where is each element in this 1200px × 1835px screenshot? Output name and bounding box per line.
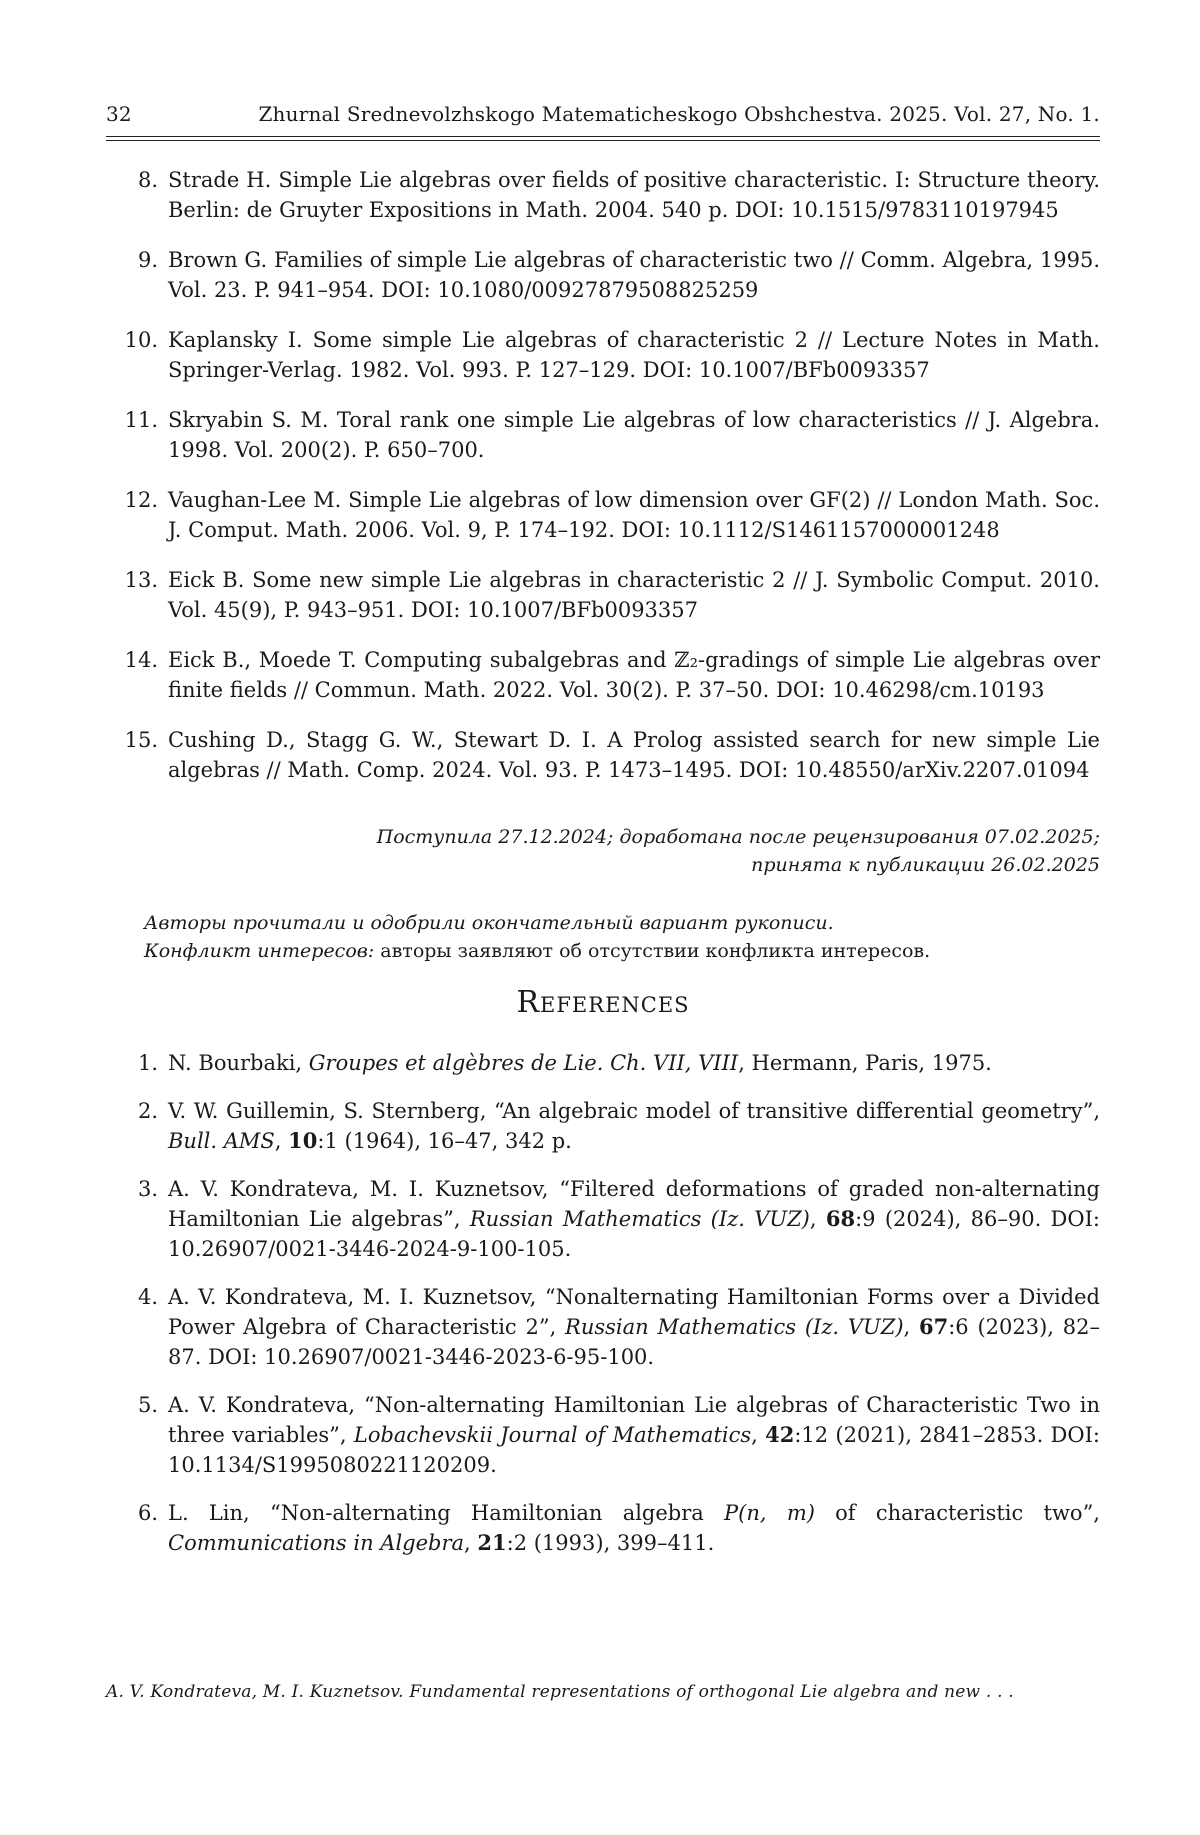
list-item xyxy=(106,1282,1100,1372)
ref-text: Cushing D., Stagg G. W., Stewart D. I. A Prolog assisted search for new simple Lie algebras // Math. Comp. 2024. Vol. 93. P. 1473–1495. DOI: 10.48550/arXiv.2207.01094 xyxy=(168,728,1100,782)
ref-number: 8. xyxy=(137,168,158,192)
ref-details: :12 (2021), 2841–2853. DOI: 10.1134/S1995080221120209. xyxy=(168,1423,1100,1477)
ref-separator: , xyxy=(464,1531,478,1555)
journal-page xyxy=(106,100,1100,1576)
ref-authors: A. V. Kondrateva, “Non-alternating Hamiltonian Lie algebras of Characteristic Two in three variables”, xyxy=(168,1393,1100,1447)
list-item xyxy=(106,485,1100,545)
received-line-1: Поступила 27.12.2024; доработана после рецензирования 07.02.2025; xyxy=(376,826,1100,848)
ref-text: Strade H. Simple Lie algebras over fields of positive characteristic. I: Structure theory. Berlin: de Gruyter Expositions in Math. 2004. 540 p. DOI: 10.1515/9783110197945 xyxy=(168,168,1100,222)
ref-number: 11. xyxy=(124,408,158,432)
conflict-text: авторы заявляют об отсутствии конфликта интересов. xyxy=(380,940,931,962)
ref-volume: 42 xyxy=(765,1422,795,1447)
list-item xyxy=(106,165,1100,225)
ref-volume: 67 xyxy=(919,1314,949,1339)
ref-text: Brown G. Families of simple Lie algebras of characteristic two // Comm. Algebra, 1995. Vol. 23. P. 941–954. DOI: 10.1080/00927879508825259 xyxy=(168,248,1100,302)
ref-text xyxy=(168,1096,1100,1156)
ref-text: Skryabin S. M. Toral rank one simple Lie algebras of low characteristics // J. Algebra. 1998. Vol. 200(2). P. 650–700. xyxy=(168,408,1100,462)
ref-volume: 68 xyxy=(825,1206,856,1231)
ref-text xyxy=(168,1174,1100,1264)
ref-text xyxy=(168,1498,1100,1558)
list-item xyxy=(106,725,1100,785)
list-item xyxy=(106,1048,1100,1078)
conflict-statement xyxy=(144,937,1100,965)
ref-number: 13. xyxy=(124,568,158,592)
list-item xyxy=(106,645,1100,705)
ref-separator: , xyxy=(809,1207,826,1231)
ref-text: Vaughan-Lee M. Simple Lie algebras of low dimension over GF(2) // London Math. Soc. J. Comput. Math. 2006. Vol. 9, P. 174–192. DOI: 10.1112/S1461157000001248 xyxy=(168,488,1100,542)
ref-number: 1. xyxy=(137,1051,158,1075)
ref-details: :6 (2023), 82–87. DOI: 10.26907/0021-3446-2023-6-95-100. xyxy=(168,1315,1100,1369)
list-item xyxy=(106,565,1100,625)
ref-text: Kaplansky I. Some simple Lie algebras of characteristic 2 // Lecture Notes in Math. Springer-Verlag. 1982. Vol. 993. P. 127–129. DOI: 10.1007/BFb0093357 xyxy=(168,328,1100,382)
ref-journal: Bull. AMS xyxy=(168,1129,275,1153)
list-item xyxy=(106,245,1100,305)
russian-reference-list xyxy=(106,165,1100,785)
list-item xyxy=(106,1096,1100,1156)
ref-title-end: of characteristic two”, xyxy=(814,1501,1100,1525)
list-item xyxy=(106,1498,1100,1558)
ref-number: 5. xyxy=(137,1393,158,1417)
ref-details: :1 (1964), 16–47, 342 p. xyxy=(317,1129,572,1153)
journal-title: Zhurnal Srednevolzhskogo Matematicheskogo Obshchestva. 2025. Vol. 27, No. 1. xyxy=(258,102,1100,126)
ref-number: 3. xyxy=(137,1177,158,1201)
list-item xyxy=(106,325,1100,385)
conflict-label: Конфликт интересов: xyxy=(144,940,375,962)
ref-journal: Russian Mathematics (Iz. VUZ) xyxy=(469,1207,810,1231)
ref-text xyxy=(168,1048,1100,1078)
ref-number: 10. xyxy=(124,328,158,352)
authors-note xyxy=(144,909,1100,965)
received-line-2: принята к публикации 26.02.2025 xyxy=(751,854,1100,876)
ref-number: 6. xyxy=(137,1501,158,1525)
ref-details: , Hermann, Paris, 1975. xyxy=(738,1051,992,1075)
ref-authors: A. V. Kondrateva, M. I. Kuznetsov, “Filtered deformations of graded non-alternating Hamiltonian Lie algebras”, xyxy=(168,1177,1100,1231)
ref-details: :9 (2024), 86–90. DOI: 10.26907/0021-3446-2024-9-100-105. xyxy=(168,1207,1100,1261)
ref-text: Eick B., Moede T. Computing subalgebras and ℤ₂-gradings of simple Lie algebras over finite fields // Commun. Math. 2022. Vol. 30(2). P. 37–50. DOI: 10.46298/cm.10193 xyxy=(168,648,1100,702)
header-rule xyxy=(106,136,1100,141)
ref-text: Eick B. Some new simple Lie algebras in characteristic 2 // J. Symbolic Comput. 2010. Vol. 45(9), P. 943–951. DOI: 10.1007/BFb0093357 xyxy=(168,568,1100,622)
approval-statement: Авторы прочитали и одобрили окончательный вариант рукописи. xyxy=(144,912,834,934)
received-dates xyxy=(106,823,1100,879)
ref-number: 15. xyxy=(124,728,158,752)
ref-details: :2 (1993), 399–411. xyxy=(506,1531,715,1555)
ref-journal: Communications in Algebra xyxy=(168,1531,465,1555)
ref-title: Groupes et algèbres de Lie. Ch. VII, VIII xyxy=(308,1051,739,1075)
ref-separator: , xyxy=(751,1423,766,1447)
ref-text xyxy=(168,1390,1100,1480)
footer-running-title: A. V. Kondrateva, M. I. Kuznetsov. Fundamental representations of orthogonal Lie algebra and new . . . xyxy=(106,1682,1014,1702)
ref-authors: L. Lin, “Non-alternating Hamiltonian algebra xyxy=(168,1501,725,1525)
ref-number: 4. xyxy=(137,1285,158,1309)
page-number: 32 xyxy=(106,102,132,126)
ref-number: 12. xyxy=(124,488,158,512)
english-reference-list xyxy=(106,1048,1100,1558)
ref-number: 9. xyxy=(137,248,158,272)
list-item xyxy=(106,1174,1100,1264)
ref-journal: Russian Mathematics (Iz. VUZ) xyxy=(565,1315,904,1339)
ref-authors: N. Bourbaki, xyxy=(168,1051,309,1075)
running-head xyxy=(106,100,1100,128)
ref-authors: V. W. Guillemin, S. Sternberg, “An algebraic model of transitive differential geometry”, xyxy=(168,1099,1100,1123)
ref-text xyxy=(168,1282,1100,1372)
ref-number: 2. xyxy=(137,1099,158,1123)
list-item xyxy=(106,1390,1100,1480)
list-item xyxy=(106,405,1100,465)
ref-number: 14. xyxy=(124,648,158,672)
ref-separator: , xyxy=(274,1129,289,1153)
ref-volume: 10 xyxy=(288,1128,318,1153)
references-heading: References xyxy=(516,985,690,1020)
ref-journal: Lobachevskii Journal of Mathematics xyxy=(353,1423,752,1447)
ref-authors: A. V. Kondrateva, M. I. Kuznetsov, “Nonalternating Hamiltonian Forms over a Divided Power Algebra of Characteristic 2”, xyxy=(168,1285,1100,1339)
ref-volume: 21 xyxy=(477,1530,507,1555)
ref-math: P(n, m) xyxy=(724,1501,815,1525)
ref-separator: , xyxy=(903,1315,919,1339)
